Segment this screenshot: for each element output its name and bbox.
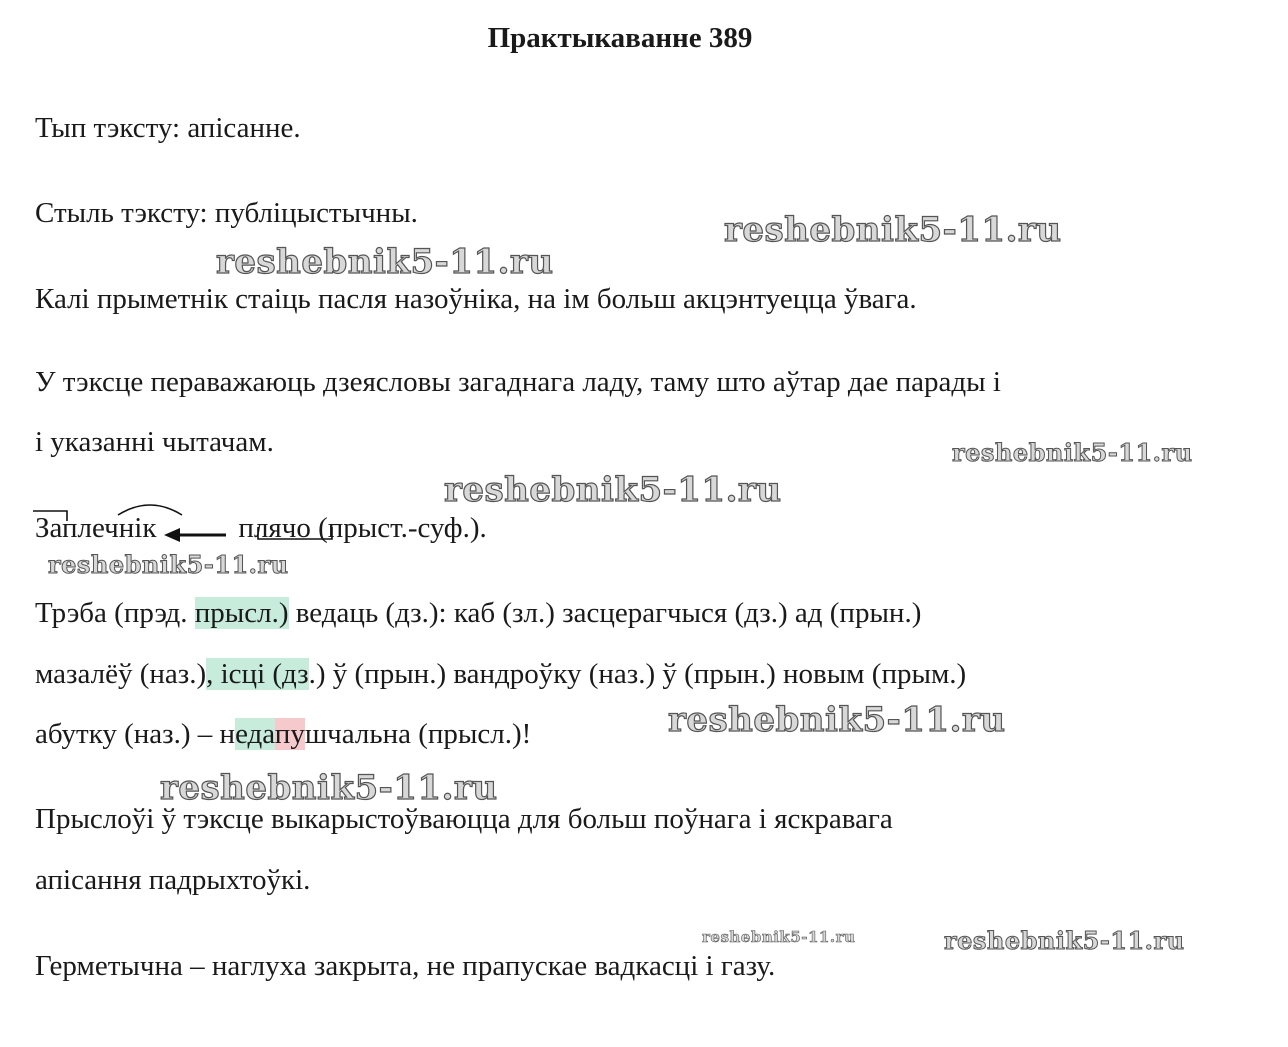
watermark: reshebnik5-11.ru xyxy=(48,550,289,579)
highlight: пу xyxy=(274,718,305,750)
formation-method: (прыст.-суф.). xyxy=(310,512,487,544)
parse-line-3: абутку (наз.) – недапушчальна (прысл.)! xyxy=(35,718,532,750)
adverbs-note-line-1: Прыслоўі ў тэксце выкарыстоўваюцца для больш поўнага і яскравага xyxy=(35,803,893,835)
watermark: reshebnik5-11.ru xyxy=(668,700,1006,740)
text-style: Стыль тэксту: публіцыстычны. xyxy=(35,197,418,229)
parse-line-1: Трэба (прэд. прысл.) ведаць (дз.): каб (зл.) засцерагчыся (дз.) ад (прын.) xyxy=(35,597,922,629)
highlight: прысл.) xyxy=(194,597,289,629)
watermark: reshebnik5-11.ru xyxy=(444,470,782,510)
parse-line-2: мазалёў (наз.), ісці (дз.) ў (прын.) вандроўку (наз.) ў (прын.) новым (прым.) xyxy=(35,658,967,690)
derived-word: Заплечнік xyxy=(35,512,157,544)
text-type: Тып тэксту: апісанне. xyxy=(35,112,301,144)
highlight: , ісці (дз xyxy=(206,658,309,690)
verbs-note-line-1: У тэксце пераважаюць дзеясловы загаднага ладу, таму што аўтар дае парады і xyxy=(35,366,1001,398)
adjective-note: Калі прыметнік стаіць пасля назоўніка, на ім больш акцэнтуецца ўвага. xyxy=(35,283,917,315)
watermark: reshebnik5-11.ru xyxy=(160,768,498,808)
left-arrow-icon xyxy=(164,520,228,540)
verbs-note-line-2: і указанні чытачам. xyxy=(35,426,274,458)
definition: Герметычна – наглуха закрыта, не прапускае вадкасці і газу. xyxy=(35,950,776,982)
word-formation xyxy=(35,512,487,545)
page-title: Практыкаванне 389 xyxy=(487,22,753,54)
watermark: reshebnik5-11.ru xyxy=(702,928,856,946)
watermark: reshebnik5-11.ru xyxy=(724,210,1062,250)
watermark: reshebnik5-11.ru xyxy=(216,242,554,282)
watermark: reshebnik5-11.ru xyxy=(952,438,1193,467)
highlight: еда xyxy=(235,718,275,750)
base-word: плячо xyxy=(238,512,311,544)
adverbs-note-line-2: апісання падрыхтоўкі. xyxy=(35,864,311,896)
watermark: reshebnik5-11.ru xyxy=(944,926,1185,955)
